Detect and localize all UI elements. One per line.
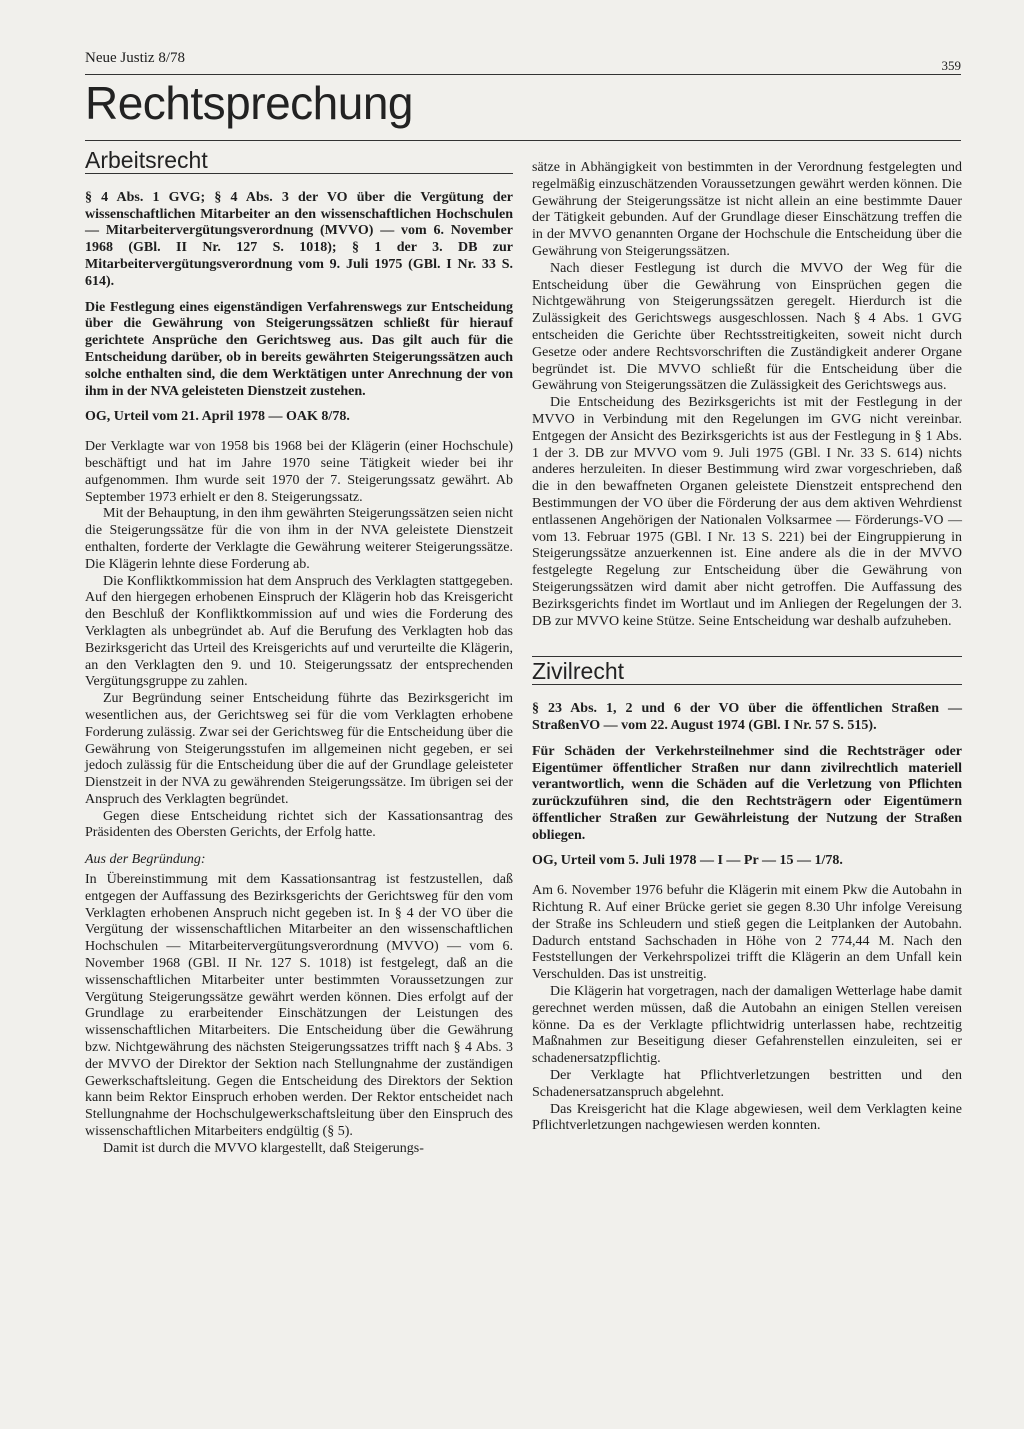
header-rule (85, 74, 961, 75)
page-number: 359 (941, 58, 961, 73)
right-column (532, 160, 962, 1135)
paragraph: Am 6. November 1976 befuhr die Klägerin mit einem Pkw die Autobahn in Richtung R. Auf einer Brücke geriet sie gegen 8.30 Uhr infolge Vereisung der Straße ins Schleudern und stieß gegen die Leitplanken der Autobahn. Dadurch entstand Sachschaden in Höhe von 2 774,44 M. Nach den Feststellungen der Verkehrspolizei trifft die Klägerin an dem Unfall kein Verschulden. Das ist unstreitig. (532, 883, 962, 983)
arbeitsrecht-continuation (532, 160, 962, 630)
paragraph: Nach dieser Festlegung ist durch die MVVO der Weg für die Entscheidung über die Gewährung von Einsprüchen gegen die Nichtgewährung von Steigerungssätzen geregelt. Hierdurch ist die Zulässigkeit des Gerichtswegs ausgeschlossen. Nach § 4 Abs. 1 GVG entscheiden die Gerichte über Rechtsstreitigkeiten, soweit nicht durch Gesetze oder andere Rechtsvorschriften die Zuständigkeit anderer Organe begründet ist. Die MVVO schließt für die Entscheidung über die Gewährung von Steigerungssätzen die Zulässigkeit des Gerichtswegs aus. (532, 260, 962, 394)
running-head (85, 50, 961, 72)
paragraph: Der Verklagte war von 1958 bis 1968 bei der Klägerin (einer Hochschule) beschäftigt und hat im Jahre 1970 seine Tätigkeit wieder bei ihr aufgenommen. Ihm wurde seit 1970 der 7. Steigerungssatz gewährt. Ab September 1973 erhielt er den 8. Steigerungssatz. (85, 439, 513, 505)
arbeitsrecht-norm: § 4 Abs. 1 GVG; § 4 Abs. 3 der VO über die Vergütung der wissenschaftlichen Mitarbeiter an den wissenschaftlichen Hochschulen — Mitarbeitervergütungsverordnung (MVVO) — vom 6. November 1968 (GBl. II Nr. 127 S. 1018); § 1 der 3. DB zur Mitarbeitervergütungsverordnung vom 9. Juli 1975 (GBl. I Nr. 33 S. 614). (85, 189, 513, 289)
zivilrecht-norm: § 23 Abs. 1, 2 und 6 der VO über die öffentlichen Straßen — StraßenVO — vom 22. August 1974 (GBl. I Nr. 57 S. 515). (532, 701, 962, 733)
paragraph: Die Konfliktkommission hat dem Anspruch des Verklagten stattgegeben. Auf den hiergegen erhobenen Einspruch der Klägerin hob das Kreisgericht den Beschluß der Konfliktkommission auf und wies die Forderung des Verklagten als unbegründet ab. Auf die Berufung des Verklagten hob das Bezirksgericht das Urteil des Kreisgerichts auf und verurteilte die Klägerin, an den Verklagten den 9. und 10. Steigerungssatz der entsprechenden Vergütungsgruppe zu zahlen. (85, 573, 513, 690)
reasons-heading: Aus der Begründung: (85, 852, 206, 868)
zivilrecht-rule (532, 684, 962, 685)
paragraph: Damit ist durch die MVVO klargestellt, daß Steigerungs- (103, 1140, 424, 1156)
paragraph: Der Verklagte hat Pflichtverletzungen bestritten und den Schadenersatzanspruch abgelehnt. (532, 1068, 962, 1100)
paragraph: Mit der Behauptung, in den ihm gewährten Steigerungssätzen seien nicht die Steigerungssätze für die von ihm in der NVA geleistete Dienstzeit enthalten, forderte der Verklagte die Gewährung weiterer Steigerungssätze. Die Klägerin lehnte diese Forderung ab. (85, 506, 513, 572)
paragraph: Zur Begründung seiner Entscheidung führte das Bezirksgericht im wesentlichen aus, der Gerichtsweg sei für die vom Verklagten erhobene Forderung zulässig. Zwar sei der Gerichtsweg für die Entscheidung über die Gewährung von Steigerungsstufen im allgemeinen nicht gegeben, er sei jedoch zulässig für die Entscheidung über die auf der Grundlage geleisteter Dienstzeit in der NVA zu gewährenden Steigerungssätze. Im übrigen sei der Anspruch des Verklagten begründet. (85, 691, 513, 807)
zivilrecht-heading: Zivilrecht (532, 658, 625, 685)
zivilrecht-headnote: Für Schäden der Verkehrsteilnehmer sind die Rechtsträger oder Eigentümer öffentlicher Straßen nur dann zivilrechtlich materiell verantwortlich, wenn die Schäden auf die Verletzung von Pflichten zurückzuführen sind, die den Rechtsträgern oder Eigentümern öffentlicher Straßen zur Gewährleistung der Nutzung der Straßen obliegen. (532, 743, 962, 843)
paragraph: Das Kreisgericht hat die Klage abgewiesen, weil dem Verklagten keine Pflichtverletzungen nachgewiesen werden konnten. (532, 1101, 962, 1134)
zivilrecht-citation: OG, Urteil vom 5. Juli 1978 — I — Pr — 15 — 1/78. (532, 853, 843, 869)
zivilrecht-facts (532, 883, 962, 1135)
paragraph: In Übereinstimmung mit dem Kassationsantrag ist festzustellen, daß entgegen der Auffassung des Bezirksgerichts der Gerichtsweg für den vom Verklagten erhobenen Anspruch nicht gegeben ist. In § 4 der VO über die Vergütung der wissenschaftlichen Mitarbeiter an den wissenschaftlichen Hochschulen — Mitarbeitervergütungsverordnung (MVVO) — vom 6. November 1968 (GBl. II Nr. 127 S. 1018) ist festgelegt, daß an die wissenschaftlichen Mitarbeiter unter bestimmten Voraussetzungen zur Vergütung Steigerungssätze gewährt werden können. Dies erfolgt auf der Grundlage zu erarbeitender Einschätzungen der Leistungen des wissenschaftlichen Mitarbeiters. Die Entscheidung über die Gewährung bzw. Nichtgewährung des nächsten Steigerungssatzes trifft nach § 4 Abs. 3 der MVVO der Direktor der Sektion nach Stellungnahme der zuständigen Gewerkschaftsleitung. Gegen die Entscheidung des Direktors der Sektion kann beim Rektor Einspruch erhoben werden. Der Rektor entscheidet nach Stellungnahme der Hochschulgewerkschaftsleitung über den Einspruch des wissenschaftlichen Mitarbeiters endgültig (§ 5). (85, 872, 513, 1140)
section-title: Rechtsprechung (85, 77, 413, 129)
arbeitsrecht-reasons (85, 872, 513, 1158)
title-rule (85, 140, 961, 141)
journal-issue: Neue Justiz 8/78 (85, 50, 185, 66)
left-column (85, 147, 513, 1158)
zivilrecht-top-rule (532, 656, 962, 657)
arbeitsrecht-citation: OG, Urteil vom 21. April 1978 — OAK 8/78. (85, 409, 350, 425)
paragraph: sätze in Abhängigkeit von bestimmten in der Verordnung festgelegten und regelmäßig einzuschätzenden Voraussetzungen gewährt werden können. Die Gewährung der Steigerungssätze ist nicht allein an eine bestimmte Dauer der Tätigkeit gebunden. Auf der Grundlage dieser Einschätzung treffen die in der MVVO genannten Organe der Hochschule die Entscheidung über die Gewährung von Steigerungssätzen. (532, 160, 962, 259)
paragraph: Die Klägerin hat vorgetragen, nach der damaligen Wetterlage habe damit gerechnet werden müssen, daß die Autobahn an einigen Stellen vereisen könne. Da es der Verklagte pflichtwidrig unterlassen habe, rechtzeitig Maßnahmen zur Beseitigung dieser Gefahrenstellen einzuleiten, sei er schadenersatzpflichtig. (532, 984, 962, 1067)
paragraph: Die Entscheidung des Bezirksgerichts ist mit der Festlegung in der MVVO in Verbindung mit den Regelungen im GVG nicht vereinbar. Entgegen der Ansicht des Bezirksgerichts ist aus der Festlegung in § 1 Abs. 1 der 3. DB zur MVVO vom 9. Juli 1975 (GBl. I Nr. 33 S. 614) nichts anderes herzuleiten. In dieser Bestimmung wird zwar vorgeschrieben, daß die in den bewaffneten Organen geleistete Dienstzeit entsprechend den Bestimmungen der VO über die Förderung der aus dem aktiven Wehrdienst entlassenen Angehörigen der Nationalen Volksarmee — Förderungs-VO — vom 13. Februar 1975 (GBl. I Nr. 13 S. 221) bei der Eingruppierung in Steigerungssätze anzuerkennen ist. Eine andere als die in der MVVO festgelegte Regelung zur Entscheidung über die Gewährung von Steigerungssätzen wird damit aber nicht getroffen. Die Auffassung des Bezirksgerichts findet im Wortlaut und im Anliegen der Regelungen der 3. DB zur MVVO keine Stütze. Seine Entscheidung war deshalb aufzuheben. (532, 395, 962, 629)
arbeitsrecht-headnote: Die Festlegung eines eigenständigen Verfahrenswegs zur Entscheidung über die Gewährung von Steigerungssätzen schließt für hierauf gerichtete Ansprüche den Gerichtsweg aus. Das gilt auch für die Entscheidung darüber, ob in bereits gewährten Steigerungssätzen auch solche enthalten sind, die dem Werktätigen unter Anrechnung der von ihm in der NVA geleisteten Dienstzeit zustehen. (85, 299, 513, 399)
paragraph: Gegen diese Entscheidung richtet sich der Kassationsantrag des Präsidenten des Obersten Gerichts, der Erfolg hatte. (85, 808, 513, 841)
arbeitsrecht-facts (85, 439, 513, 842)
arbeitsrecht-heading: Arbeitsrecht (85, 147, 208, 173)
